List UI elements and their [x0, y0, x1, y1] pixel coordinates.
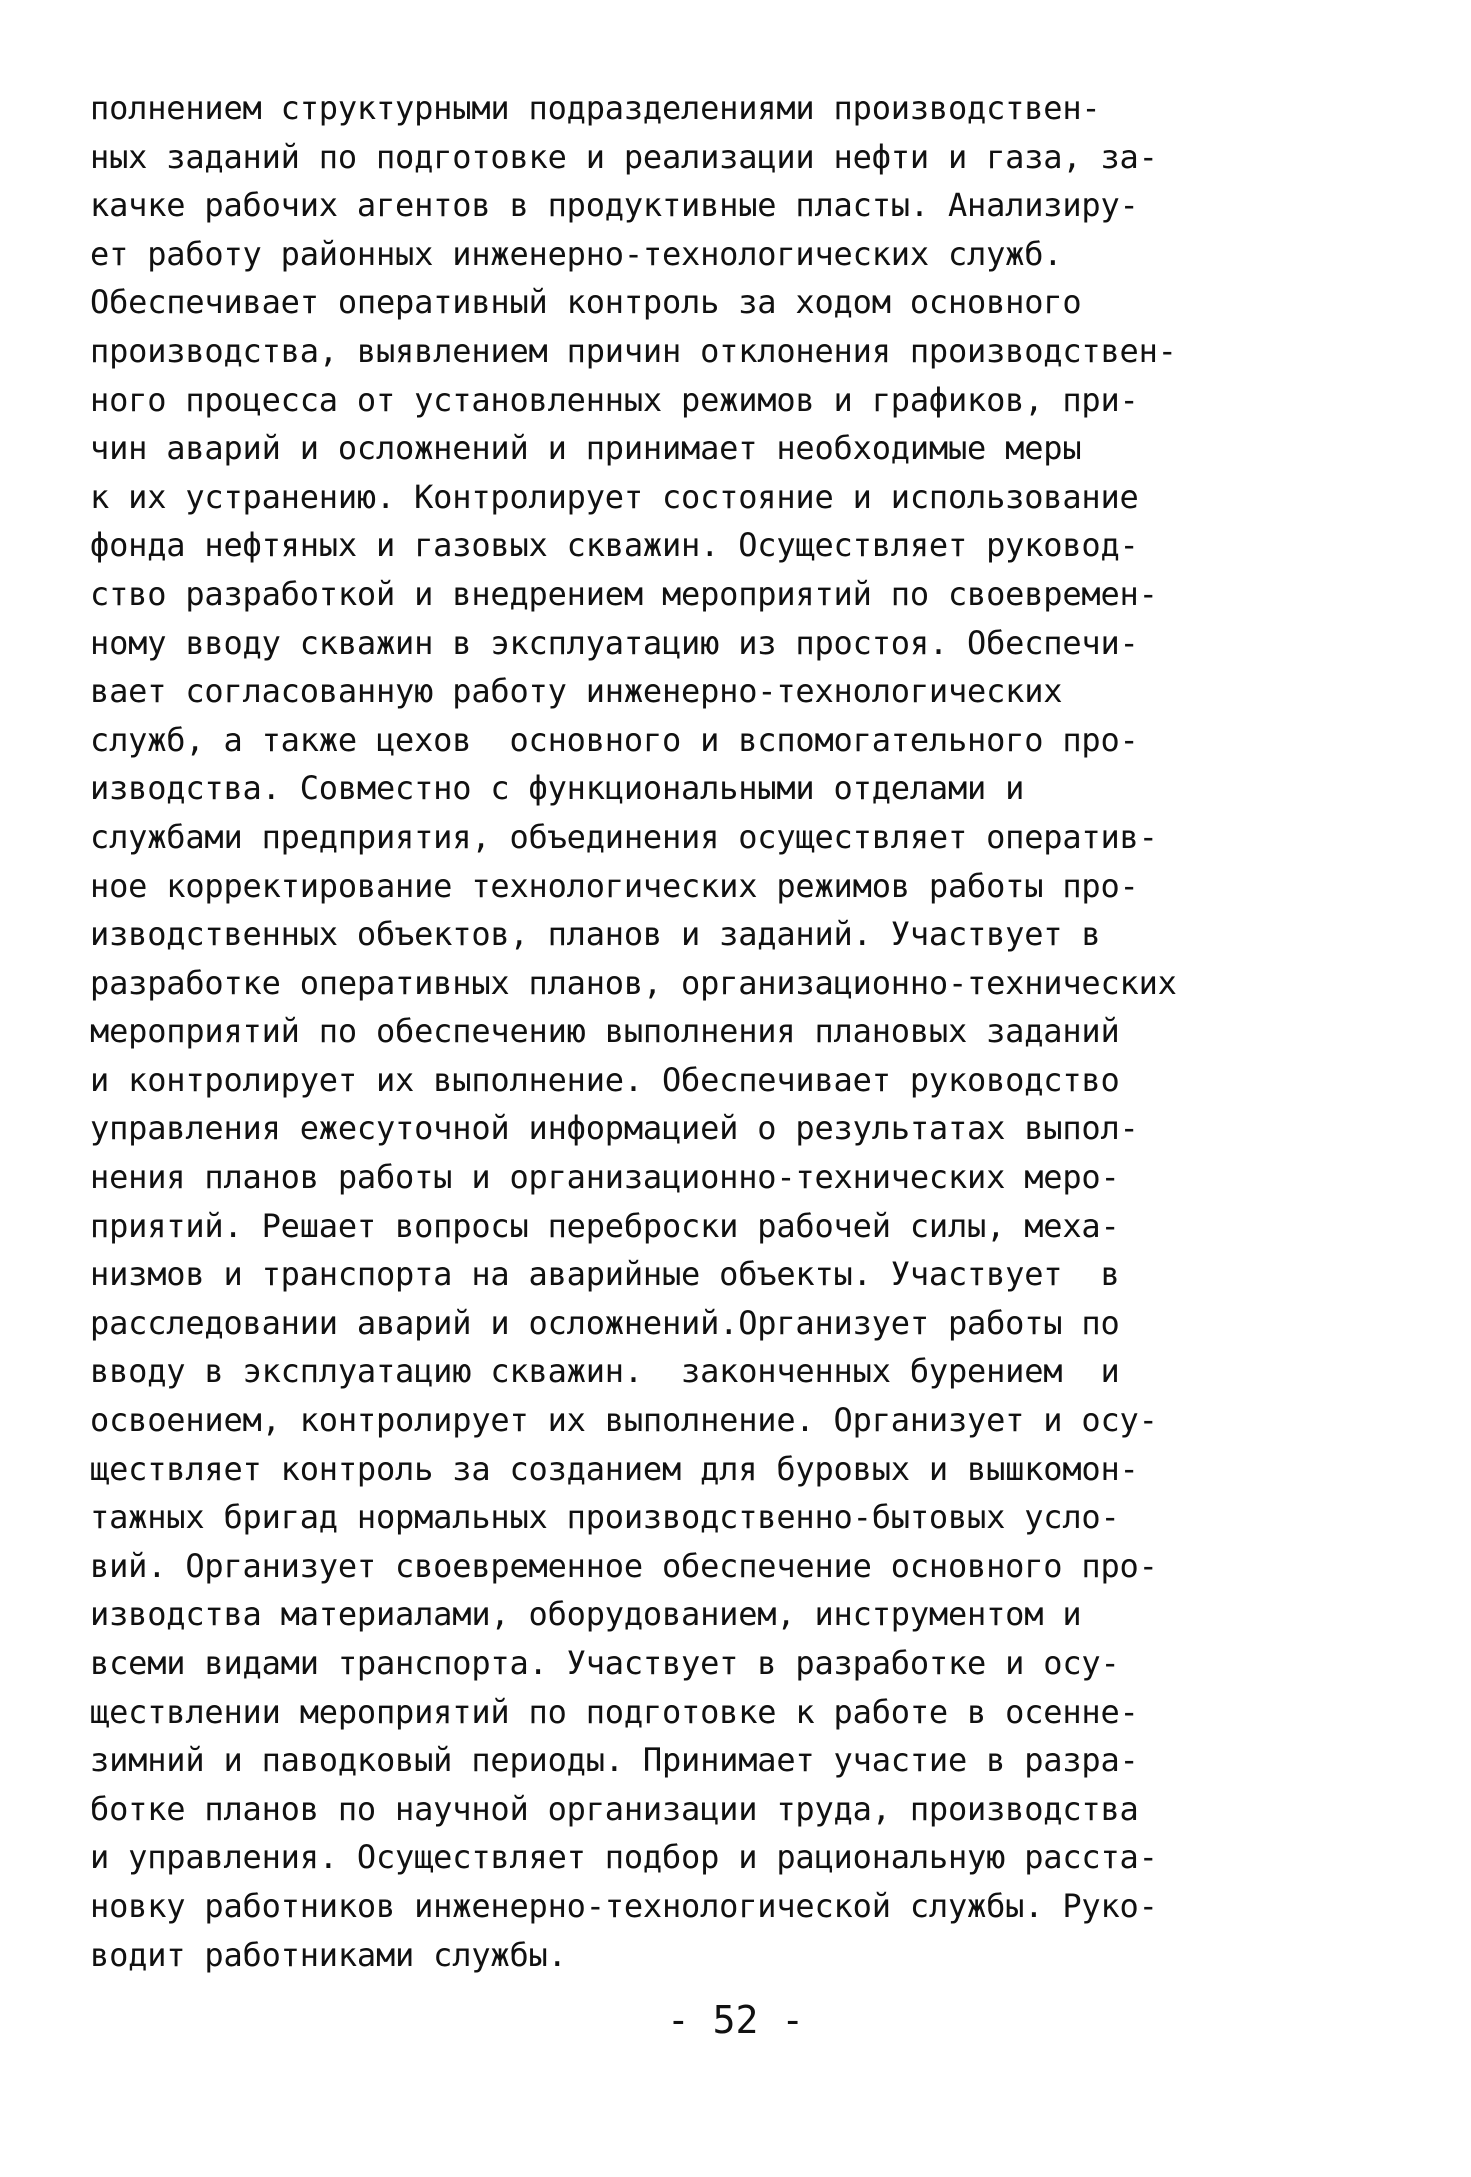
- text-line: приятий. Решает вопросы переброски рабочей силы, меха-: [90, 1206, 1120, 1245]
- text-line: вий. Организует своевременное обеспечение основного про-: [90, 1546, 1158, 1585]
- text-line: зимний и паводковый периоды. Принимает участие в разра-: [90, 1741, 1139, 1780]
- text-line: служб, а также цехов основного и вспомогательного про-: [90, 720, 1139, 759]
- text-line: ному вводу скважин в эксплуатацию из простоя. Обеспечи-: [90, 623, 1139, 662]
- text-line: изводства. Совместно с функциональными отделами и: [90, 769, 1025, 808]
- text-line: фонда нефтяных и газовых скважин. Осуществляет руковод-: [90, 526, 1139, 565]
- text-line: и управления. Осуществляет подбор и рациональную расста-: [90, 1838, 1158, 1877]
- text-line: изводства материалами, оборудованием, инструментом и: [90, 1595, 1082, 1634]
- text-line: качке рабочих агентов в продуктивные пласты. Анализиру-: [90, 186, 1139, 225]
- text-line: новку работников инженерно-технологической службы. Руко-: [90, 1886, 1158, 1925]
- text-line: к их устранению. Контролирует состояние и использование: [90, 477, 1139, 516]
- text-line: расследовании аварий и осложнений.Организует работы по: [90, 1303, 1120, 1342]
- text-line: ное корректирование технологических режимов работы про-: [90, 866, 1139, 905]
- text-line: управления ежесуточной информацией о результатах выпол-: [90, 1109, 1139, 1148]
- text-line: ных заданий по подготовке и реализации нефти и газа, за-: [90, 137, 1158, 176]
- text-line: ществляет контроль за созданием для буровых и вышкомон-: [90, 1449, 1139, 1488]
- text-line: низмов и транспорта на аварийные объекты. Участвует в: [90, 1255, 1120, 1294]
- text-line: ного процесса от установленных режимов и графиков, при-: [90, 380, 1139, 419]
- text-line: вводу в эксплуатацию скважин. законченных бурением и: [90, 1352, 1120, 1391]
- text-line: ботке планов по научной организации труда, производства: [90, 1789, 1139, 1828]
- text-line: освоением, контролирует их выполнение. Организует и осу-: [90, 1401, 1158, 1440]
- text-line: нения планов работы и организационно-технических меро-: [90, 1158, 1120, 1197]
- text-line: разработке оперативных планов, организационно-технических: [90, 963, 1177, 1002]
- text-line: вает согласованную работу инженерно-технологических: [90, 672, 1063, 711]
- text-line: мероприятий по обеспечению выполнения плановых заданий: [90, 1012, 1120, 1051]
- text-line: ществлении мероприятий по подготовке к работе в осенне-: [90, 1692, 1139, 1731]
- text-line: полнением структурными подразделениями производствен-: [90, 89, 1101, 127]
- text-line: всеми видами транспорта. Участвует в разработке и осу-: [90, 1644, 1120, 1682]
- text-line: ство разработкой и внедрением мероприятий по своевремен-: [90, 574, 1158, 613]
- text-line: ет работу районных инженерно-технологических служб.: [90, 234, 1063, 273]
- text-line: тажных бригад нормальных производственно-бытовых усло-: [90, 1498, 1120, 1537]
- text-line: службами предприятия, объединения осуществляет оператив-: [90, 817, 1158, 856]
- text-line: чин аварий и осложнений и принимает необходимые меры: [90, 429, 1082, 468]
- body-text: [90, 84, 1410, 1979]
- page-number: - 52 -: [666, 1998, 805, 2042]
- text-line: Обеспечивает оперативный контроль за ходом основного: [90, 283, 1082, 322]
- text-line: изводственных объектов, планов и заданий. Участвует в: [90, 915, 1101, 954]
- text-line: и контролирует их выполнение. Обеспечивает руководство: [90, 1060, 1120, 1099]
- text-line: водит работниками службы.: [90, 1935, 567, 1974]
- text-line: производства, выявлением причин отклонения производствен-: [90, 331, 1177, 370]
